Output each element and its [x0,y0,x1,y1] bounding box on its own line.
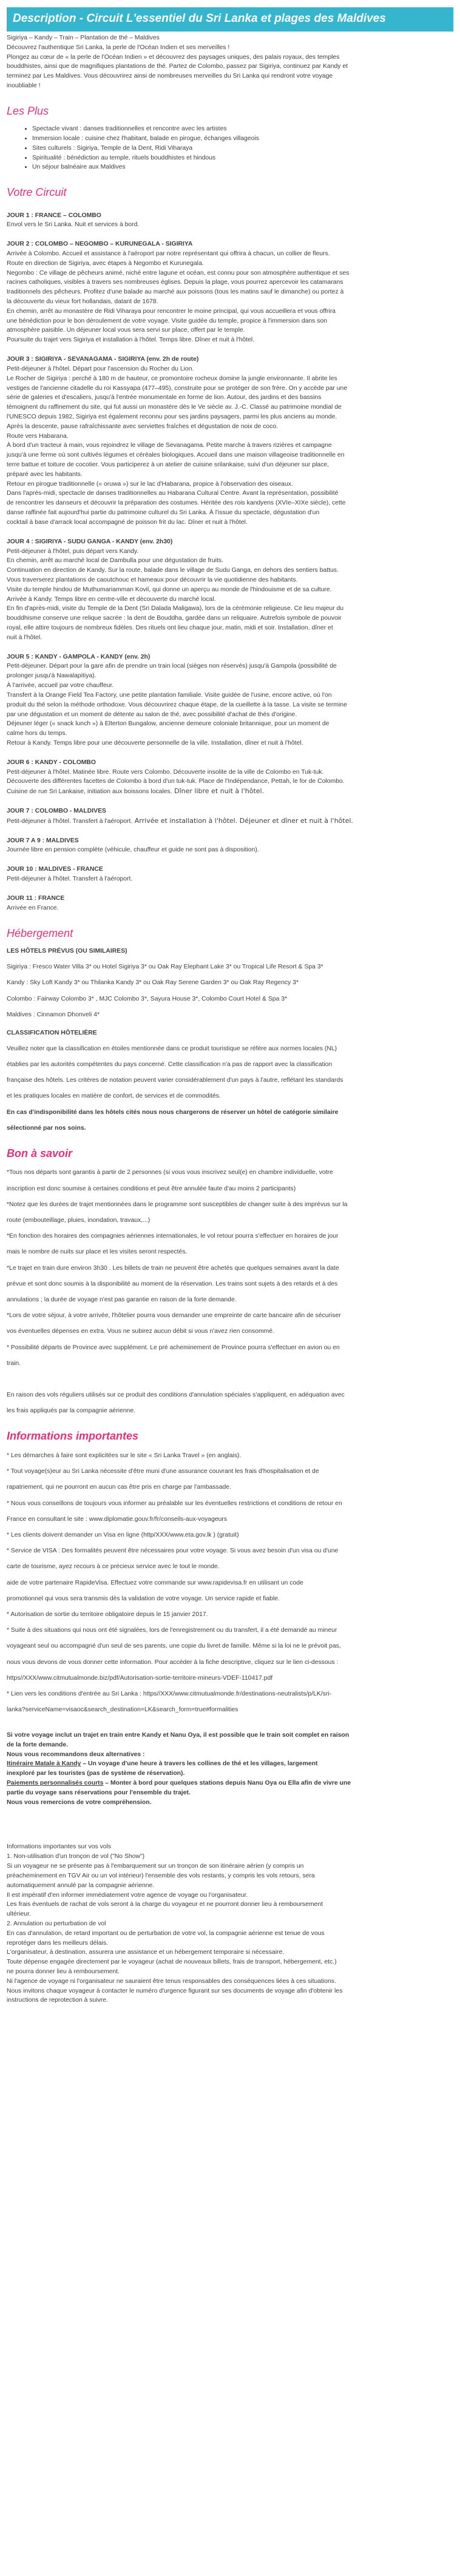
info-line: * Autorisation de sortie du territoire obligatoire depuis le 15 janvier 2017. [7,1611,208,1618]
info-line: France en consultant le site : www.diplomatie.gouv.fr/fr/conseils-aux-voyageurs [7,1515,228,1523]
classification-note-line: sélectionné par nos soins. [7,1124,86,1132]
classification-line: et les pratiques locales en matière de confort, de services et de commodités. [7,1093,221,1100]
day-line: Arrivée à Kandy. Temps libre en centre-ville et découverte du marché local. [7,595,216,603]
classification-note-line: En cas d'indisponibilité dans les hôtels cités nous nous chargerons de réserver un hôtel de catégorie similaire [7,1109,339,1116]
day-block [7,211,453,230]
day-line: produit du thé selon la méthode orthodoxe. Vous découvrirez chaque étape, de la cueillette à la tasse. La visite se termine [7,701,347,708]
flight-condition-line: Informations importantes sur vos vols [7,1843,112,1851]
day-line: cocktail à base d'arrack local accompagné de poisson frit du lac. Dîner et nuit à l'hôtel. [7,518,248,526]
day-line: Transfert à la Orange Field Tea Factory, une petite plantation familiale. Visite guidée de l'usine, encore active, où l'on [7,691,332,699]
intro-line: bouddhistes, ainsi que de magnifiques plantations de thé. Partez de Colombo, passez par Sigiriya, continuez par Kandy et [7,63,348,70]
classification-line: Veuillez noter que la classification en étoiles mentionnée dans ce produit touristique se réfère aux normes locales (NL) [7,1045,337,1052]
intro-line: inoubliable ! [7,82,41,89]
day-block [7,894,453,913]
day-block [7,836,453,856]
day-line: bouddhisme conserve une relique sacrée : la dent de Bouddha, gardée dans un reliquaire. Autrefois symbole de pouvoir [7,615,342,622]
day-line: Petit-déjeuner à l'hôtel. Départ pour l'ascension du Rocher du Lion. [7,365,194,372]
hotels-subtitle: LES HÔTELS PRÉVUS (OU SIMILAIRES) [7,947,127,954]
circuit-heading: Votre Circuit [7,186,67,199]
hotel-line: Colombo : Fairway Colombo 3* , MJC Colombo 3*, Sayura House 3*, Colombo Court Hotel & Spa 3* [7,995,288,1002]
info-line: * Tout voyage(s)eur au Sri Lanka nécessite d'être muni d'une assurance couvrant les frais d'hospitalisation et de [7,1468,319,1475]
bon-savoir-line: *Tous nos départs sont garantis à partir de 2 personnes (si vous vous inscrivez seul(e) en chambre individuelle, votre [7,1169,333,1176]
flight-conditions-section [7,1842,453,2005]
hebergement-section [7,947,453,1133]
day-line: Continuation en direction de Kandy. Sur la route, balade dans le village de Sudu Ganga, en dehors des sentiers battus. [7,567,339,574]
bon-savoir-line: *Notez que les durées de trajet mentionnées dans le programme sont susceptibles de changer suite à des imprévus sur la [7,1201,348,1208]
day-line: une bénédiction pour le bon déroulement de votre voyage. Visite guidée du temple, propice à l'immersion dans son [7,317,328,324]
plus-list [7,124,453,172]
flight-condition-line: En cas d'annulation, de retard important ou de perturbation de votre vol, la compagnie aérienne est tenue de vous [7,1930,325,1937]
day-line: Découverte des différentes facettes de Colombo à bord d'un tuk-tuk. Place de l'Indépendance, Pettah, le for de Colombo. [7,778,345,785]
info-line: * Les clients doivent demander un Visa en ligne (http/XXX/www.eta.gov.lk ) (gratuit) [7,1531,239,1538]
day-line: traditionnels des pêcheurs. Profitez d'une balade au marché aux poissons (tous les matins sauf le dimanche) ou portez à [7,289,344,296]
hotel-line: Sigiriya : Fresco Water Villa 3* ou Hotel Sigiriya 3* ou Oak Ray Elephant Lake 3* ou Tropical Life Resort & Spa 3* [7,964,323,971]
day-line: Retour à Kandy. Temps libre pour une découverte personnelle de la ville. Installation, dîner et nuit à l'hôtel. [7,739,303,746]
alt1-cont: inexploré par les touristes (pas de système de réservation). [7,1770,185,1777]
day-title: JOUR 11 : FRANCE [7,894,65,902]
day-line: Arrivée en France. [7,904,59,911]
day-line: Déjeuner léger (« snack lunch ») à Elterton Bungalow, ancienne demeure coloniale britannique, pour un moment de [7,720,330,728]
bon-savoir-heading: Bon à savoir [7,1147,73,1159]
intro [7,33,453,91]
day-line: Retour en pirogue traditionnelle (« oruwa ») sur le lac d'Habarana, propice à l'observation des oiseaux. [7,480,293,488]
plus-item: • Spectacle vivant : danses traditionnelles et rencontre avec les artistes [32,124,453,134]
plus-heading: Les Plus [7,104,49,117]
hotel-line: Kandy : Sky Loft Kandy 3* ou Thilanka Kandy 3* ou Oak Ray Serene Garden 3* ou Oak Ray Regency 3* [7,979,299,987]
flight-condition-line: ne pourra donner lieu à remboursement. [7,1968,120,1976]
day-title: JOUR 10 : MALDIVES - FRANCE [7,866,103,873]
day-line: Petit-déjeuner à l'hôtel. Transfert à l'aéroport. Arrivée et installation à l'hôtel. Déjeuner et dîner et nuit à l'hôtel. [7,816,353,825]
train-line: de la forte demande. [7,1741,69,1748]
plus-item: • Immersion locale : cuisine chez l'habitant, balade en pirogue, échanges villageois [32,134,453,144]
flight-condition-line: instructions de reprotection à suivre. [7,1997,108,2004]
day-block [7,537,453,643]
flight-condition-line: Les frais éventuels de rachat de vols seront à la charge du voyageur et ne pourront donner lieu à remboursement [7,1901,323,1908]
flight-condition-line: reprotéger dans les meilleurs délais. [7,1939,108,1947]
bon-savoir-line: inscription est donc soumise à certaines conditions et peut être annulée faute d'au moins 2 participants) [7,1185,296,1192]
day-line: Petit-déjeuner à l'hôtel. Matinée libre. Route vers Colombo. Découverte insolite de la ville de Colombo en Tuk-tuk. [7,768,324,776]
day-line: prolonger jusqu'à Nawalapitiya). [7,673,96,680]
bon-savoir-line: *Le trajet en train dure environ 3h30 . Les billets de train ne peuvent être achetés que quelques semaines avant la date [7,1264,339,1272]
day-title: JOUR 3 : SIGIRIYA - SEVANAGAMA - SIGIRIYA (env. 2h de route) [7,356,199,363]
flight-condition-line: 2. Annulation ou perturbation de vol [7,1920,106,1927]
day-line: Petit-déjeuner à l'hôtel. Transfert à l'aéroport. [7,876,133,883]
classification-line: française des hôtels. Les critères de notation peuvent varier considérablement d'un pays à l'autre, reflétant les standards [7,1077,343,1084]
day-title: JOUR 1 : FRANCE – COLOMBO [7,212,101,219]
day-line: Route vers Habarana. [7,432,69,440]
info-line: aide de votre partenaire RapideVisa. Effectuez votre commande sur www.rapidevisa.fr en utilisant un code [7,1579,303,1586]
train-closing: Nous vous remercions de votre compréhension. [7,1799,152,1806]
intro-line: terminez par Les Maldives. Vous découvrirez ainsi de nombreuses merveilles du Sri Lanka qui rendront votre voyage [7,73,333,80]
day-title: JOUR 4 : SIGIRIYA - SUDU GANGA - KANDY (env. 2h30) [7,538,173,545]
day-line: par une dégustation et un moment de détente au salon de thé, avec possibilité d'achat de thés d'origine. [7,711,297,718]
bon-savoir-line: *En fonction des horaires des compagnies aériennes internationales, le vol retour pourra s'effectuer en horaires de jour [7,1233,339,1240]
day-block [7,652,453,748]
info-line: * Suite à des situations qui nous ont été signalées, lors de l'enregistrement ou du transfert, il a été demandé au mineur [7,1627,337,1634]
flight-condition-line: Ni l'agence de voyage ni l'organisateur ne sauraient être tenus responsables des conséquences liées à ces situations. [7,1977,336,1985]
train-line: Nous vous recommandons deux alternatives : [7,1751,145,1758]
bon-savoir-line: En raison des vols réguliers utilisés sur ce produit des conditions d'annulation spéciales s'appliquent, en adéquation avec [7,1392,345,1399]
day-line-tail: Arrivée et installation à l'hôtel. Déjeuner et dîner et nuit à l'hôtel. [132,816,353,825]
info-line: voyageant seul ou accompagné d'un seul de ses parents, une copie du livret de famille. Même si la loi ne le prévoit pas, [7,1643,341,1650]
circuit-days [7,211,453,913]
day-line: Petit-déjeuner à l'hôtel, puis départ vers Kandy. [7,548,139,555]
info-line: * Nous vous conseillons de toujours vous informer au préalable sur les éventuelles restrictions et conditions de retour en [7,1500,342,1507]
day-line: série de galeries et d'escaliers, jusqu'à l'entrée monumentale en forme de lion. Autour, des jardins et des bassins [7,394,322,401]
day-line: atmosphère paisible. Un déjeuner local vous sera servi sur place, offert par le temple. [7,327,245,334]
day-line: Route en direction de Sigiriya, avec étapes à Negombo et Kurunegala. [7,260,204,267]
bon-savoir-line: *Lors de votre séjour, à votre arrivée, l'hôtelier pourra vous demander une empreinte de carte bancaire afin de sécuriser [7,1312,341,1320]
day-line: la découverte du vieux fort hollandais, datant de 1678. [7,298,158,306]
flight-condition-line: automatiquement annulé par la compagnie aérienne. [7,1882,155,1889]
plus-item: • Un séjour balnéaire aux Maldives [32,163,453,172]
day-line: Cuisine de rue Sri Lankaise, initiation aux boissons locales. Dîner libre et nuit à l'hôtel. [7,787,265,796]
day-line-tail: Dîner libre et nuit à l'hôtel. [172,787,265,796]
day-line: En fin d'après-midi, visite du Temple de la Dent (Sri Dalada Maligawa), lors de la cérémonie religieuse. Ce lieu majeur du [7,605,344,612]
day-title: JOUR 6 : KANDY - COLOMBO [7,759,96,766]
day-line: Negombo : Ce village de pêcheurs animé, niché entre lagune et océan, est connu pour son atmosphère authentique et ses [7,269,350,277]
day-line: vestiges de l'ancienne citadelle du roi Kassyapa (477–495), construite pour se protéger de son frère. On y accède par une [7,384,348,392]
day-line: jusqu'à une ferme où sont cultivés légumes et céréales biologiques. Accueil dans une maison villageoise traditionnelle en [7,452,345,459]
intro-line: Découvrez l'authentique Sri Lanka, la perle de l'Océan Indien et ses merveilles ! [7,44,230,51]
day-title: JOUR 7 : COLOMBO - MALDIVES [7,808,106,815]
bon-savoir-line: prévue et sont donc soumis à la disponibilité au moment de la réservation. Les trains sont sujets à des retards et à des [7,1280,338,1287]
day-line: royal, elle attire toujours de nombreux fidèles. Des rituels ont lieu chaque jour, matin, midi et soir. Installation, dîner et [7,625,333,632]
intro-line: Plongez au cœur de « la perle de l'Océan Indien » et découvrez des paysages uniques, des palais royaux, des temples [7,53,340,61]
info-line: * Lien vers les conditions d'entrée au Sri Lanka : https//XXX/www.citmutualmonde.fr/destinations-neutralists/p/LK/sri- [7,1690,332,1697]
day-line: racines catholiques, visibles à travers ses nombreuses églises. Depuis la plage, vous pourrez apercevoir les catamarans [7,279,343,286]
day-line: Après la descente, pause rafraîchissante avec serviettes fraîches et dégustation de noix de coco. [7,423,279,430]
day-line: Envol vers le Sri Lanka. Nuit et services à bord. [7,221,140,229]
day-title: JOUR 5 : KANDY - GAMPOLA - KANDY (env. 2h) [7,653,151,660]
info-line: * Service de VISA : Des formalités peuvent être nécessaires pour votre voyage. Si vous avez besoin d'un visa ou d'une [7,1548,339,1555]
day-line: Dans l'après-midi, spectacle de danses traditionnelles au Habarana Cultural Centre. Avant la représentation, possibilité [7,490,339,497]
day-line: de rencontrer les danseurs et découvrir la préparation des costumes. Héritée des rois kandyens (XVIe–XIXe siècle), cette [7,500,346,507]
day-line: Visite du temple hindou de Muthumariamman Kovil, qui donne un aperçu au monde de l'hindouisme et de sa culture. [7,586,332,593]
day-line: Petit-déjeuner. Départ pour la gare afin de prendre un train local (sièges non réservés) jusqu'à Gampola (possibilité de [7,663,337,670]
day-line: En chemin, arrêt au marché local de Dambulla pour une dégustation de fruits. [7,557,223,565]
day-line: Arrivée à Colombo. Accueil et assistance à l'aéroport par notre représentant qui offrira à chacun, un collier de fleurs. [7,250,330,257]
day-line: Poursuite du trajet vers Sigiriya et installation à l'hôtel. Temps libre. Dîner et nuit à l'hôtel. [7,337,255,344]
flight-condition-line: 1. Non-utilisation d'un tronçon de vol ("No Show") [7,1853,145,1860]
alt2-label: Paiements personnalisés courts [7,1780,104,1787]
bon-savoir-line: train. [7,1360,21,1367]
bon-savoir-line: les frais appliqués par la compagnie aérienne. [7,1407,135,1415]
bon-savoir-line: mais le nombre de nuits sur place et les visites seront respectés. [7,1249,188,1256]
flight-condition-line: Si un voyageur ne se présente pas à l'embarquement sur un tronçon de son itinéraire aérien (y compris un [7,1863,304,1870]
bon-savoir-line: * Possibilité départs de Province avec supplément. Le pré acheminement de Province pourra s'effectuer en avion ou en [7,1344,340,1351]
flight-condition-line: Il est impératif d'en informer immédiatement votre agence de voyage ou l'organisateur. [7,1891,248,1899]
train-line: Si votre voyage inclut un trajet en train entre Kandy et Nanu Oya, il est possible que le train soit complet en raison [7,1731,350,1739]
alt1-text: – Un voyage d'une heure à travers les collines de thé et les villages, largement [81,1760,318,1768]
plus-item: • Spiritualité : bénédiction au temple, rituels bouddhistes et hindous [32,153,453,163]
info-line: rapatriement, qui ne pourront en aucun cas être pris en charge par l'ambassade. [7,1484,231,1491]
day-line: Vous traverserez plantations de caoutchouc et hameaux pour découvrir la vie quotidienne des habitants. [7,576,298,583]
info-line: promotionnel qui vous sera transmis dès la validation de votre voyage. Un service rapide et fiable. [7,1595,280,1602]
flight-condition-line: préacheminement en TGV Air ou un vol intérieur) l'ensemble des vols restants, y compris les vols retours, sera [7,1872,315,1879]
day-line: terre battue et toiture de cocotier. Vous participerez à un atelier de cuisine srilankaise, suivi d'un déjeuner sur place, [7,461,330,469]
plus-item: • Sites culturels : Sigiriya, Temple de la Dent, Ridi Viharaya [32,144,453,153]
classification-line: établies par les autorités compétentes du pays concerné. Cette classification n'a pas de rapport avec la classification [7,1061,333,1068]
day-line: nuit à l'hôtel. [7,634,42,641]
bon-savoir-line: vos éventuelles dépenses en extra. Vous ne subirez aucun débit si vous n'avez rien consommé. [7,1328,274,1335]
hotel-line: Maldives : Cinnamon Dhonveli 4* [7,1011,100,1018]
day-line: calme hors du temps. [7,730,67,737]
day-block [7,807,453,827]
page-title: Description - Circuit L'essentiel du Sri Lanka et plages des Maldives [7,7,453,32]
day-block [7,240,453,345]
infos-heading: Informations importantes [7,1430,139,1443]
day-line: Le Rocher de Sigiriya : perché à 180 m de hauteur, ce promontoire rocheux domine la jungle environnante. Il abrite les [7,375,337,382]
day-block [7,758,453,797]
intro-line: Sigiriya – Kandy – Train – Plantation de thé – Maldives [7,34,160,41]
day-block [7,865,453,884]
info-line: carte de tourisme, ayez recours à ce précieux service avec le tout le monde. [7,1563,220,1571]
info-line: nous vous devons de vous donner cette information. Pour accéder à la fiche descriptive, cliquez sur le lien ci-dessous : [7,1659,339,1666]
day-line: À l'arrivée, accueil par votre chauffeur. [7,682,114,689]
bon-savoir-line: route (embouteillage, pluies, inondation, travaux,...) [7,1216,151,1224]
bon-savoir-line: annulations ; la durée de voyage n'est pas garantie en raison de la forte demande. [7,1296,237,1303]
flight-condition-line: Nous invitons chaque voyageur à contacter le numéro d'urgence figurant sur ses documents de voyage afin d'obtenir les [7,1987,343,1994]
day-title: JOUR 2 : COLOMBO – NEGOMBO – KURUNEGALA - SIGIRIYA [7,241,193,248]
info-line: lanka?serviceName=visaoc&search_destination=LK&search_form=true#formalities [7,1706,238,1714]
classification-title: CLASSIFICATION HÔTELIÈRE [7,1029,97,1036]
flight-condition-line: Toute dépense engagée directement par le voyageur (achat de nouveaux billets, frais de transport, hébergement, etc.) [7,1959,337,1966]
flight-condition-line: L'organisateur, à destination, assurera une assistance et un hébergement temporaire si nécessaire. [7,1949,285,1956]
infos-section [7,1451,453,1715]
info-line: * Les démarches à faire sont explicitées sur le site « Sri Lanka Travel » (en anglais). [7,1452,242,1459]
day-line: À bord d'un tracteur à main, vous rejoindrez le village de Sevanagama. Petite marche à travers rizières et campagne [7,442,332,449]
day-line: Journée libre en pension complète (véhicule, chauffeur et guide ne sont pas à disposition). [7,847,259,854]
day-line: l'UNESCO depuis 1982, Sigiriya est également reconnu pour ses jardins paysagers, parmi les plus anciens au monde. [7,413,337,420]
alt2-cont: partie du voyage sans réservations pour l'ensemble du trajet. [7,1789,191,1796]
day-line: témoignent du raffinement du site, qui fut aussi un monastère dès le Ve siècle av. J.-C. Classé au patrimoine mondial de [7,404,342,411]
train-section [7,1731,453,1808]
day-line: préparé avec les habitants. [7,471,83,478]
bon-savoir-section [7,1168,453,1416]
alt2-text: – Monter à bord pour quelques stations depuis Nanu Oya ou Ella afin de vivre une [103,1780,351,1787]
hebergement-heading: Hébergement [7,927,73,939]
day-title: JOUR 7 A 9 : MALDIVES [7,837,79,844]
info-line: https//XXX/www.citmutualmonde.biz/pdf/Autorisation-sortie-territoire-mineurs-VDEF-110417.pdf [7,1674,273,1682]
flight-condition-line: ultérieur. [7,1911,31,1918]
day-line: En chemin, arrêt au monastère de Ridi Viharaya pour rencontrer le moine principal, qui vous accueillera et vous offrira [7,307,336,315]
day-line: danse raffinée fait aujourd'hui partie du patrimoine culturel du Sri Lanka. À l'issue du spectacle, dégustation d'un [7,509,320,517]
day-block [7,355,453,528]
alt1-label: Itinéraire Matale à Kandy [7,1760,81,1768]
bon-savoir-line [7,1375,453,1384]
